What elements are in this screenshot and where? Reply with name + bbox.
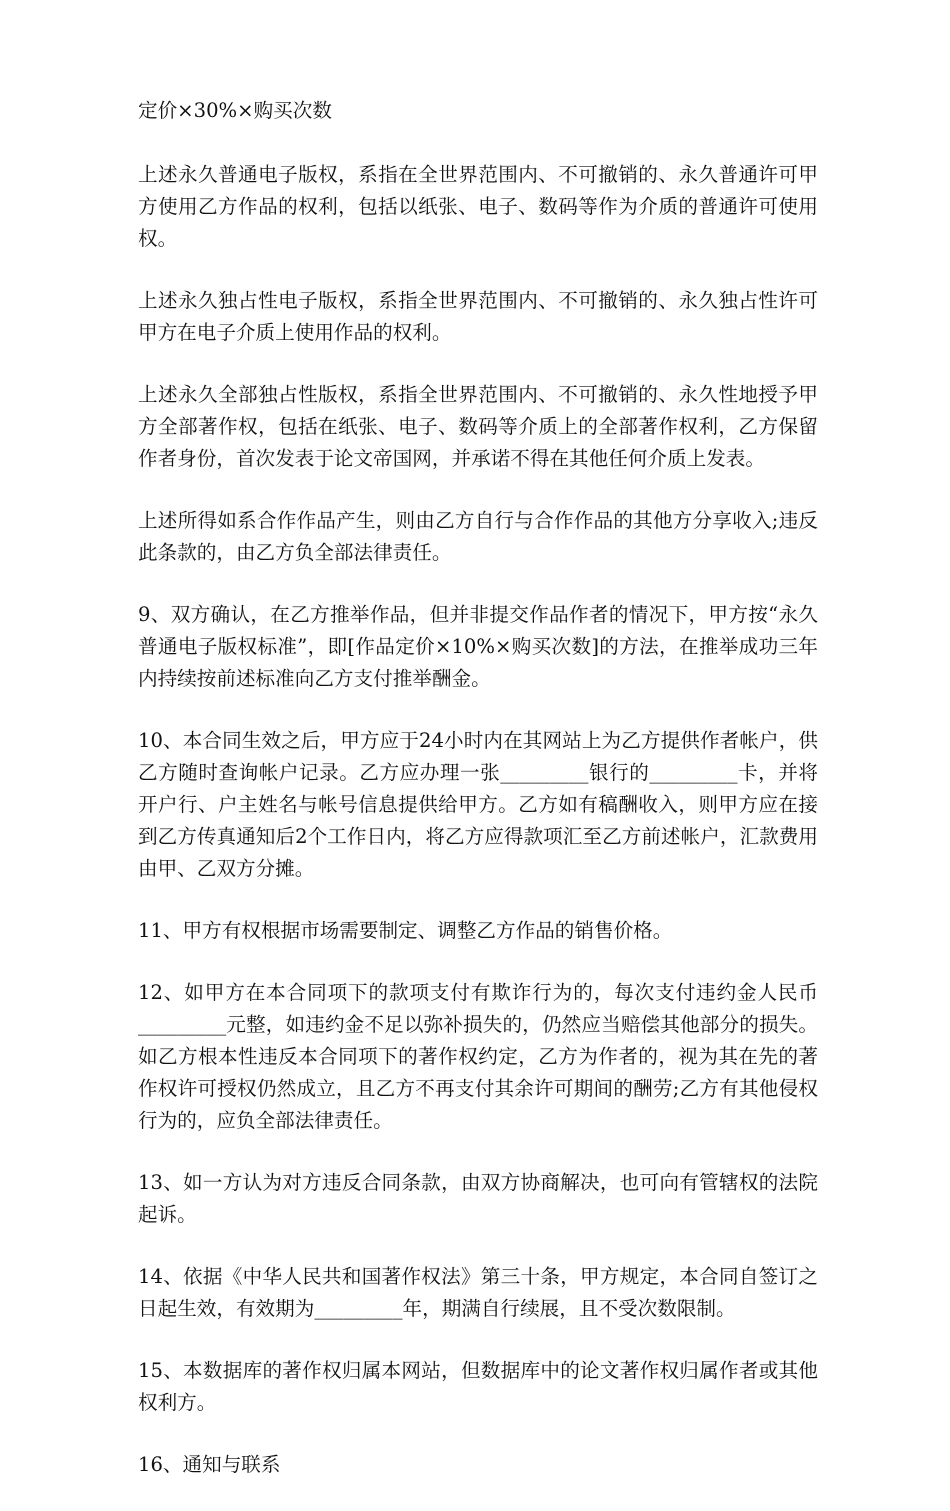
paragraph-permanent-ordinary-rights: 上述永久普通电子版权，系指在全世界范围内、不可撤销的、永久普通许可甲方使用乙方作品的权利，包括以纸张、电子、数码等作为介质的普通许可使用权。	[138, 163, 818, 250]
paragraph-price-formula: 定价×30%×购买次数	[138, 99, 332, 122]
clause-16-heading: 16、通知与联系	[138, 1453, 281, 1476]
paragraph-cooperative-works: 上述所得如系合作作品产生，则由乙方自行与合作作品的其他方分享收入;违反此条款的，由乙方负全部法律责任。	[138, 509, 818, 564]
paragraph-full-exclusive-rights: 上述永久全部独占性版权，系指全世界范围内、不可撤销的、永久性地授予甲方全部著作权，包括在纸张、电子、数码等介质上的全部著作权利，乙方保留作者身份，首次发表于论文帝国网，并承诺不得在其他任何介质上发表。	[138, 383, 818, 470]
clause-13: 13、如一方认为对方违反合同条款，由双方协商解决，也可向有管辖权的法院起诉。	[138, 1171, 818, 1226]
clause-9: 9、双方确认，在乙方推举作品，但并非提交作品作者的情况下，甲方按“永久普通电子版权标准”，即[作品定价×10%×购买次数]的方法，在推举成功三年内持续按前述标准向乙方支付推举酬金。	[138, 603, 818, 690]
document-page	[138, 95, 818, 1511]
clause-14: 14、依据《中华人民共和国著作权法》第三十条，甲方规定，本合同自签订之日起生效，有效期为_________年，期满自行续展，且不受次数限制。	[138, 1265, 818, 1320]
clause-15: 15、本数据库的著作权归属本网站，但数据库中的论文著作权归属作者或其他权利方。	[138, 1359, 818, 1414]
clause-12: 12、如甲方在本合同项下的款项支付有欺诈行为的，每次支付违约金人民币_________元整，如违约金不足以弥补损失的，仍然应当赔偿其他部分的损失。如乙方根本性违反本合同项下的著作权约定，乙方为作者的，视为其在先的著作权许可授权仍然成立，且乙方不再支付其余许可期间的酬劳;乙方有其他侵权行为的，应负全部法律责任。	[138, 981, 818, 1132]
clause-11: 11、甲方有权根据市场需要制定、调整乙方作品的销售价格。	[138, 919, 673, 942]
clause-10: 10、本合同生效之后，甲方应于24小时内在其网站上为乙方提供作者帐户，供乙方随时查询帐户记录。乙方应办理一张_________银行的_________卡，并将开户行、户主姓名与帐号信息提供给甲方。乙方如有稿酬收入，则甲方应在接到乙方传真通知后2个工作日内，将乙方应得款项汇至乙方前述帐户，汇款费用由甲、乙双方分摊。	[138, 729, 818, 880]
paragraph-exclusive-electronic-rights: 上述永久独占性电子版权，系指全世界范围内、不可撤销的、永久独占性许可甲方在电子介质上使用作品的权利。	[138, 289, 818, 344]
